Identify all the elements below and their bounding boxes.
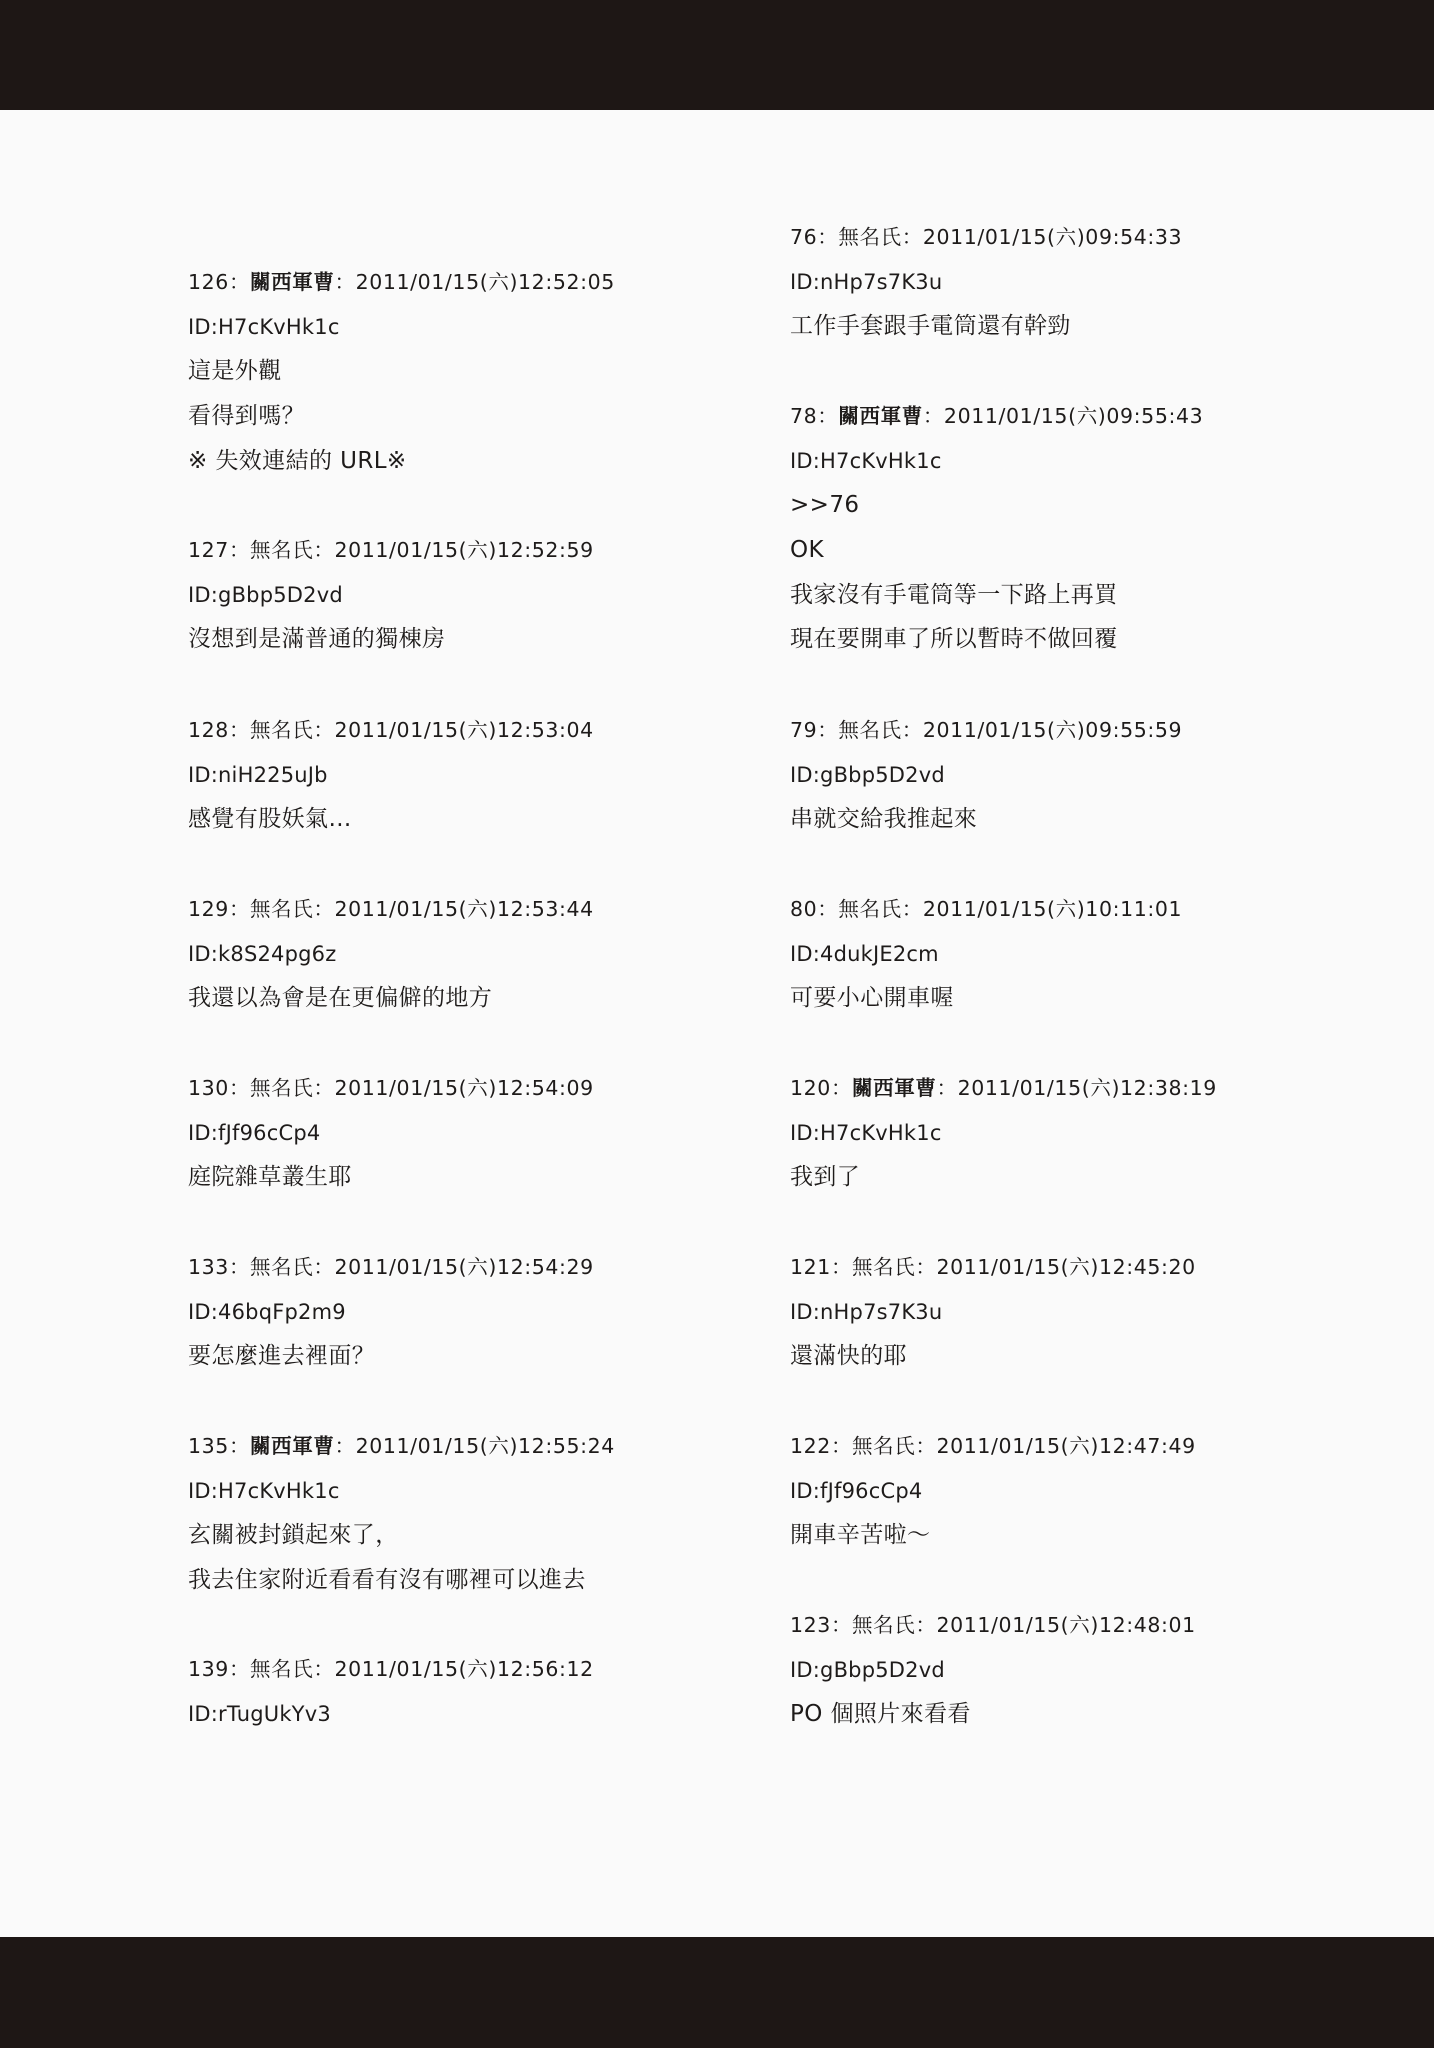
post-number: 79: [790, 718, 818, 742]
post-date: 2011/01/15(: [922, 718, 1056, 742]
post-number: 120: [790, 1076, 831, 1100]
post-time: )12:54:09: [488, 1076, 594, 1100]
separator: ：: [313, 1255, 335, 1279]
separator: ：: [817, 404, 839, 428]
poster-id: ID:4dukJE2cm: [790, 941, 939, 966]
post-weekday: 六: [488, 270, 510, 294]
separator: ：: [922, 404, 944, 428]
poster-name: 無名氏: [838, 718, 902, 742]
poster-id: ID:fJf96cCp4: [188, 1120, 321, 1145]
post-date: 2011/01/15(: [936, 1255, 1070, 1279]
post-body-line: 我家沒有手電筒等一下路上再買: [790, 581, 1118, 608]
post-weekday: 六: [1055, 225, 1077, 249]
post-body-line: 看得到嗎？: [188, 403, 305, 430]
op-name: 關西軍曹: [250, 270, 335, 294]
separator: ：: [901, 718, 923, 742]
separator: ：: [313, 538, 335, 562]
post-header: [188, 1647, 748, 1692]
poster-name: 無名氏: [250, 897, 314, 921]
post-123: [790, 1603, 1390, 1737]
post-body-line: 庭院雜草叢生耶: [188, 1164, 352, 1191]
separator: ：: [901, 225, 923, 249]
poster-id: ID:nHp7s7K3u: [790, 269, 943, 294]
post-time: )12:54:29: [488, 1255, 594, 1279]
post-weekday: 六: [1055, 897, 1077, 921]
post-number: 76: [790, 225, 818, 249]
op-name: 關西軍曹: [250, 1434, 335, 1458]
poster-name: 無名氏: [250, 538, 314, 562]
post-weekday: 六: [1069, 1613, 1091, 1637]
separator: ：: [228, 897, 251, 921]
post-time: )09:54:33: [1076, 225, 1183, 249]
post-time: )12:55:24: [509, 1434, 615, 1458]
post-body-line: 沒想到是滿普通的獨棟房: [188, 626, 446, 653]
post-number: 135: [188, 1434, 229, 1458]
post-date: 2011/01/15(: [922, 225, 1056, 249]
post-date: 2011/01/15(: [334, 1076, 468, 1100]
post-122: [790, 1424, 1390, 1558]
poster-id: ID:gBbp5D2vd: [790, 762, 945, 787]
post-body-line: 還滿快的耶: [790, 1343, 907, 1370]
post-date: 2011/01/15(: [957, 1076, 1091, 1100]
separator: ：: [228, 1657, 251, 1681]
post-weekday: 六: [1069, 1434, 1091, 1458]
post-weekday: 六: [467, 1076, 489, 1100]
separator: ：: [830, 1613, 853, 1637]
poster-name: 無名氏: [250, 718, 314, 742]
op-name: 關西軍曹: [852, 1076, 937, 1100]
separator: ：: [228, 1434, 251, 1458]
post-body-line: 現在要開車了所以暫時不做回覆: [790, 626, 1118, 653]
post-body-line: PO 個照片來看看: [790, 1701, 971, 1728]
post-time: )12:53:04: [488, 718, 594, 742]
separator: ：: [817, 225, 839, 249]
separator: ：: [817, 718, 839, 742]
post-76: [790, 215, 1390, 349]
post-time: )10:11:01: [1076, 897, 1183, 921]
post-weekday: 六: [1090, 1076, 1112, 1100]
separator: ：: [313, 897, 335, 921]
post-date: 2011/01/15(: [334, 897, 468, 921]
separator: ：: [830, 1255, 853, 1279]
post-date: 2011/01/15(: [355, 270, 489, 294]
post-date: 2011/01/15(: [355, 1434, 489, 1458]
post-body-line: 我到了: [790, 1164, 861, 1191]
post-body-line: 串就交給我推起來: [790, 806, 978, 833]
separator: ：: [915, 1255, 937, 1279]
post-weekday: 六: [467, 897, 489, 921]
post-time: )12:52:05: [509, 270, 615, 294]
post-date: 2011/01/15(: [943, 404, 1077, 428]
post-body-line: >>76: [790, 492, 860, 519]
post-body-line: OK: [790, 537, 824, 564]
separator: ：: [334, 270, 356, 294]
separator: ：: [228, 538, 251, 562]
post-date: 2011/01/15(: [334, 538, 468, 562]
post-date: 2011/01/15(: [936, 1613, 1070, 1637]
poster-id: ID:fJf96cCp4: [790, 1478, 923, 1503]
poster-id: ID:rTugUkYv3: [188, 1701, 331, 1726]
post-weekday: 六: [467, 1657, 489, 1681]
post-time: )12:38:19: [1111, 1076, 1217, 1100]
post-time: )12:45:20: [1090, 1255, 1196, 1279]
separator: ：: [901, 897, 923, 921]
top-black-band: [0, 0, 1434, 110]
post-weekday: 六: [1055, 718, 1077, 742]
post-128: [188, 708, 748, 842]
post-header: [790, 215, 1390, 260]
post-129: [188, 887, 748, 1021]
separator: ：: [817, 897, 839, 921]
op-name: 關西軍曹: [838, 404, 923, 428]
post-number: 126: [188, 270, 229, 294]
post-80: [790, 887, 1390, 1021]
post-body-line: 工作手套跟手電筒還有幹勁: [790, 313, 1071, 340]
post-number: 121: [790, 1255, 831, 1279]
post-header: [790, 1603, 1390, 1648]
post-header: [188, 1245, 748, 1290]
post-126: [188, 260, 748, 483]
post-header: [790, 708, 1390, 753]
poster-id: ID:H7cKvHk1c: [790, 1120, 942, 1145]
poster-id: ID:H7cKvHk1c: [188, 1478, 340, 1503]
separator: ：: [915, 1613, 937, 1637]
poster-id: ID:H7cKvHk1c: [790, 448, 942, 473]
post-header: [790, 1066, 1390, 1111]
post-header: [188, 1066, 748, 1111]
poster-name: 無名氏: [838, 225, 902, 249]
poster-name: 無名氏: [250, 1657, 314, 1681]
post-78: [790, 394, 1390, 662]
post-120: [790, 1066, 1390, 1200]
post-121: [790, 1245, 1390, 1379]
post-time: )12:53:44: [488, 897, 594, 921]
separator: ：: [228, 1076, 251, 1100]
poster-name: 無名氏: [250, 1255, 314, 1279]
bottom-black-band: [0, 1937, 1434, 2048]
post-header: [790, 887, 1390, 932]
poster-id: ID:gBbp5D2vd: [188, 582, 343, 607]
poster-name: 無名氏: [852, 1434, 916, 1458]
poster-id: ID:46bqFp2m9: [188, 1299, 346, 1324]
poster-name: 無名氏: [250, 1076, 314, 1100]
post-body-line: 開車辛苦啦～: [790, 1522, 931, 1549]
separator: ：: [313, 1076, 335, 1100]
separator: ：: [228, 270, 251, 294]
post-number: 130: [188, 1076, 229, 1100]
post-header: [188, 260, 748, 305]
post-130: [188, 1066, 748, 1200]
post-number: 133: [188, 1255, 229, 1279]
separator: ：: [313, 1657, 335, 1681]
separator: ：: [228, 1255, 251, 1279]
post-number: 129: [188, 897, 229, 921]
post-127: [188, 528, 748, 662]
post-number: 127: [188, 538, 229, 562]
post-time: )12:56:12: [488, 1657, 594, 1681]
poster-id: ID:H7cKvHk1c: [188, 314, 340, 339]
separator: ：: [915, 1434, 937, 1458]
post-date: 2011/01/15(: [334, 718, 468, 742]
separator: ：: [334, 1434, 356, 1458]
post-date: 2011/01/15(: [334, 1255, 468, 1279]
separator: ：: [830, 1076, 853, 1100]
post-header: [188, 1424, 748, 1469]
post-header: [188, 528, 748, 573]
post-header: [188, 887, 748, 932]
post-number: 123: [790, 1613, 831, 1637]
poster-id: ID:niH225uJb: [188, 762, 328, 787]
poster-name: 無名氏: [838, 897, 902, 921]
post-time: )12:48:01: [1090, 1613, 1196, 1637]
post-weekday: 六: [1069, 1255, 1091, 1279]
poster-id: ID:k8S24pg6z: [188, 941, 337, 966]
post-header: [790, 394, 1390, 439]
post-133: [188, 1245, 748, 1379]
post-135: [188, 1424, 748, 1603]
poster-id: ID:nHp7s7K3u: [790, 1299, 943, 1324]
post-body-line: 可要小心開車喔: [790, 985, 954, 1012]
post-number: 139: [188, 1657, 229, 1681]
post-weekday: 六: [467, 718, 489, 742]
post-body-line: ※ 失效連結的 URL※: [188, 447, 407, 474]
post-body-line: 我去住家附近看看有沒有哪裡可以進去: [188, 1567, 586, 1594]
post-body-line: 玄關被封鎖起來了，: [188, 1522, 399, 1549]
post-number: 128: [188, 718, 229, 742]
post-weekday: 六: [467, 1255, 489, 1279]
post-weekday: 六: [1076, 404, 1098, 428]
post-139: [188, 1647, 748, 1736]
post-weekday: 六: [488, 1434, 510, 1458]
post-header: [188, 708, 748, 753]
post-time: )09:55:59: [1076, 718, 1183, 742]
post-body-line: 我還以為會是在更偏僻的地方: [188, 985, 493, 1012]
separator: ：: [936, 1076, 958, 1100]
post-time: )12:47:49: [1090, 1434, 1196, 1458]
separator: ：: [830, 1434, 853, 1458]
post-date: 2011/01/15(: [922, 897, 1056, 921]
post-time: )12:52:59: [488, 538, 594, 562]
separator: ：: [313, 718, 335, 742]
post-79: [790, 708, 1390, 842]
post-weekday: 六: [467, 538, 489, 562]
post-body-line: 感覺有股妖氣…: [188, 806, 352, 833]
post-number: 80: [790, 897, 818, 921]
post-date: 2011/01/15(: [334, 1657, 468, 1681]
post-header: [790, 1245, 1390, 1290]
poster-name: 無名氏: [852, 1613, 916, 1637]
post-date: 2011/01/15(: [936, 1434, 1070, 1458]
post-number: 122: [790, 1434, 831, 1458]
post-body-line: 要怎麼進去裡面？: [188, 1343, 376, 1370]
post-time: )09:55:43: [1097, 404, 1204, 428]
post-body-line: 這是外觀: [188, 358, 282, 385]
poster-id: ID:gBbp5D2vd: [790, 1657, 945, 1682]
post-header: [790, 1424, 1390, 1469]
poster-name: 無名氏: [852, 1255, 916, 1279]
separator: ：: [228, 718, 251, 742]
post-number: 78: [790, 404, 818, 428]
